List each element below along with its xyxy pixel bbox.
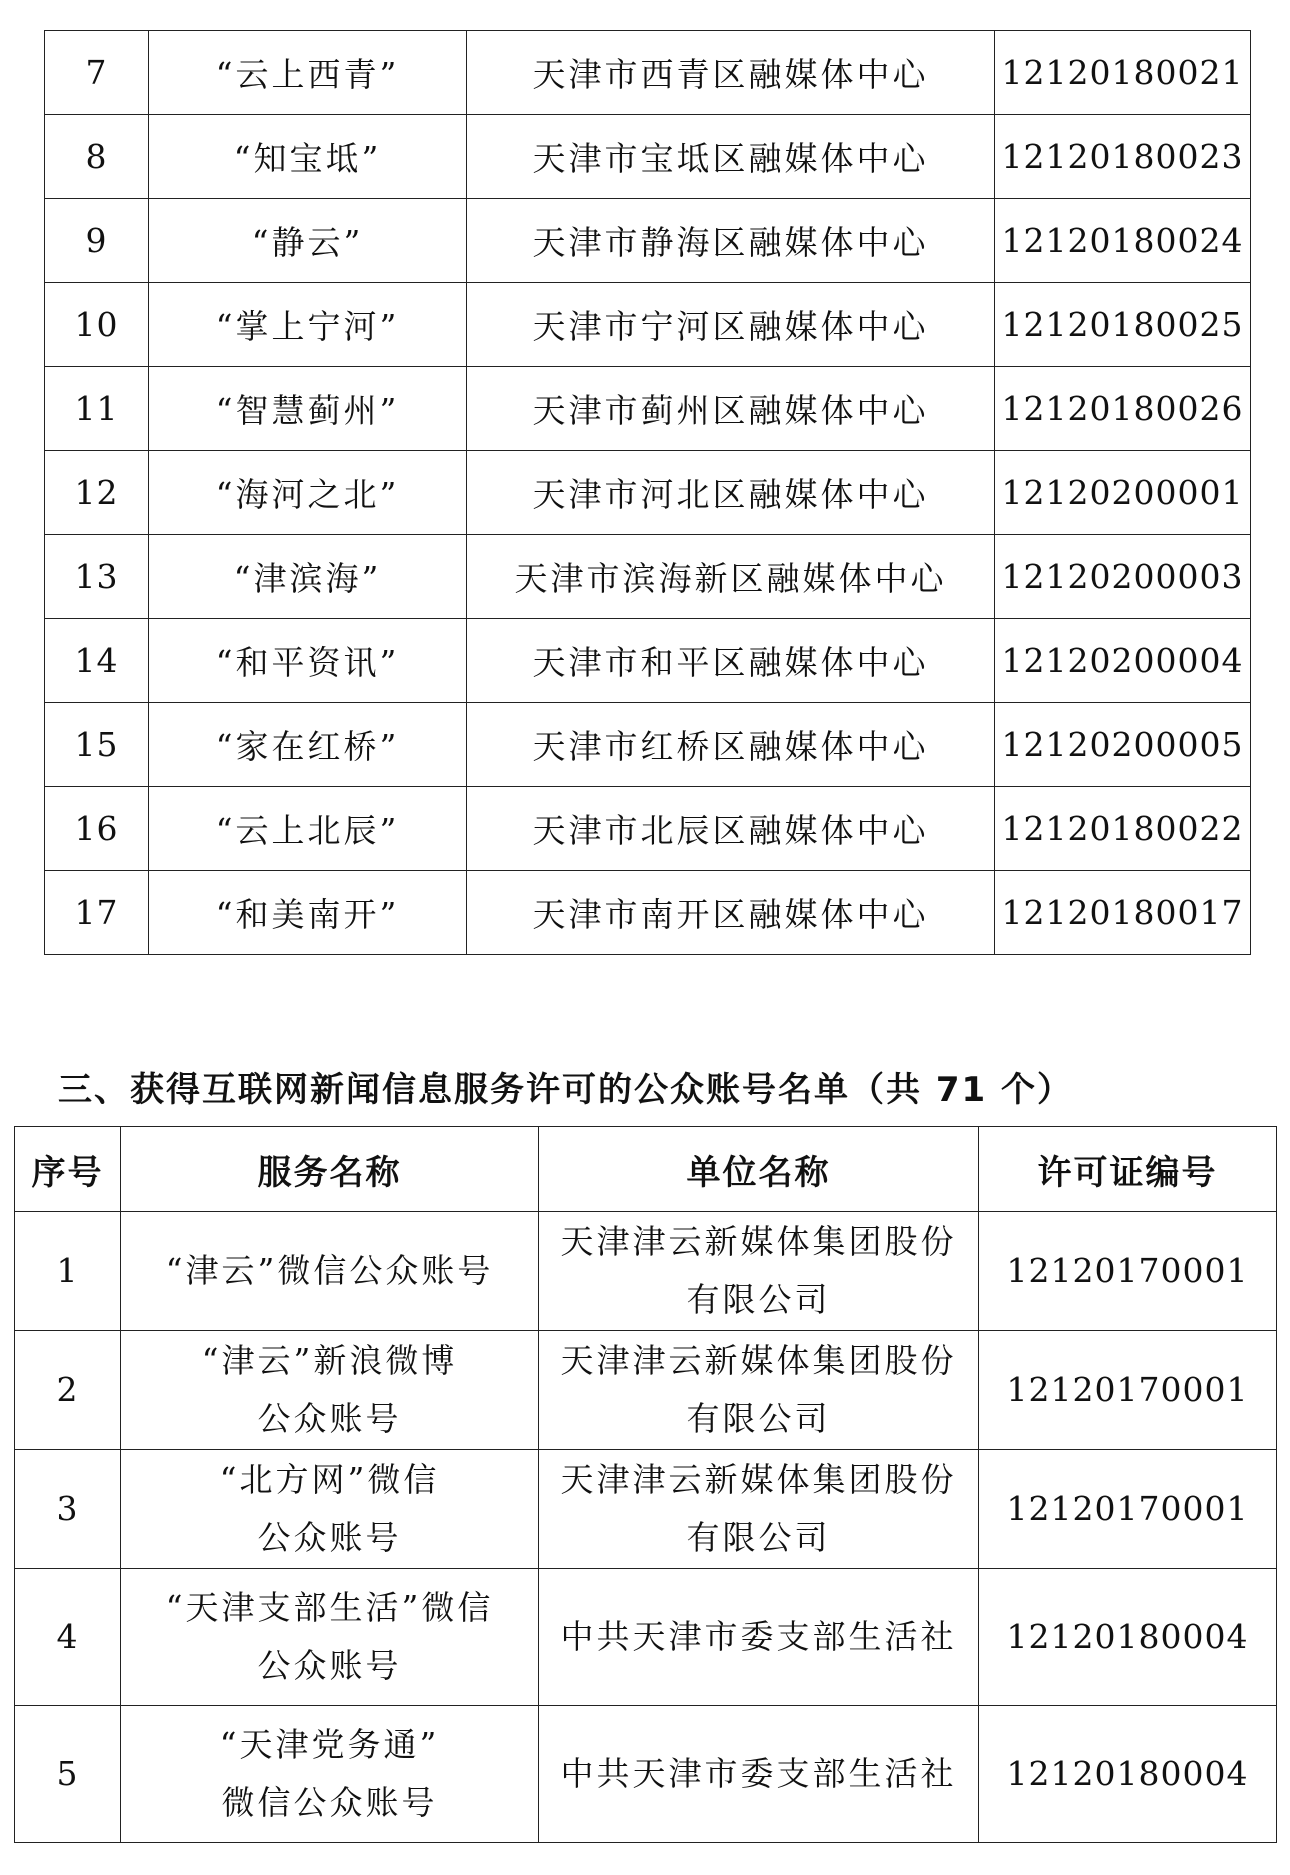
unit-name-cell: 天津市静海区融媒体中心	[467, 199, 995, 283]
service-name-cell: “云上北辰”	[149, 787, 467, 871]
seq-cell: 17	[45, 871, 149, 955]
seq-cell: 8	[45, 115, 149, 199]
unit-name-line: 天津津云新媒体集团股份	[560, 1460, 957, 1499]
unit-name-line: 有限公司	[686, 1399, 831, 1438]
unit-name-cell: 天津市滨海新区融媒体中心	[467, 535, 995, 619]
service-name-line: 微信公众账号	[221, 1783, 438, 1822]
license-number-cell: 12120180024	[995, 199, 1251, 283]
unit-name-line: 天津津云新媒体集团股份	[560, 1222, 957, 1261]
service-name-line: “津云”新浪微博	[201, 1341, 458, 1380]
license-number-cell: 12120180004	[979, 1569, 1277, 1706]
unit-name-cell: 天津市宁河区融媒体中心	[467, 283, 995, 367]
seq-cell: 9	[45, 199, 149, 283]
table-row	[45, 283, 1251, 367]
license-number-cell: 12120200001	[995, 451, 1251, 535]
service-name-cell: “掌上宁河”	[149, 283, 467, 367]
header-unit: 单位名称	[539, 1127, 979, 1212]
license-number-cell: 12120170001	[979, 1331, 1277, 1450]
seq-cell: 13	[45, 535, 149, 619]
service-name-cell	[121, 1706, 539, 1843]
table-row	[15, 1331, 1277, 1450]
service-name-cell	[121, 1212, 539, 1331]
service-name-cell	[121, 1450, 539, 1569]
unit-name-cell	[539, 1569, 979, 1706]
table-row	[45, 31, 1251, 115]
service-name-cell: “家在红桥”	[149, 703, 467, 787]
unit-name-line: 中共天津市委支部生活社	[560, 1617, 957, 1656]
table-row	[45, 787, 1251, 871]
unit-name-cell: 天津市蓟州区融媒体中心	[467, 367, 995, 451]
table-row	[45, 871, 1251, 955]
header-row	[15, 1127, 1277, 1212]
seq-cell: 7	[45, 31, 149, 115]
header-seq: 序号	[15, 1127, 121, 1212]
unit-name-line: 中共天津市委支部生活社	[560, 1754, 957, 1793]
license-number-cell: 12120180023	[995, 115, 1251, 199]
table-row	[15, 1450, 1277, 1569]
unit-name-line: 天津津云新媒体集团股份	[560, 1341, 957, 1380]
license-number-cell: 12120200004	[995, 619, 1251, 703]
unit-name-cell: 天津市北辰区融媒体中心	[467, 787, 995, 871]
license-number-cell: 12120170001	[979, 1212, 1277, 1331]
seq-cell: 4	[15, 1569, 121, 1706]
unit-name-cell: 天津市南开区融媒体中心	[467, 871, 995, 955]
license-number-cell: 12120170001	[979, 1450, 1277, 1569]
table-row	[45, 115, 1251, 199]
seq-cell: 3	[15, 1450, 121, 1569]
top-table-body	[45, 31, 1251, 955]
service-name-cell: “海河之北”	[149, 451, 467, 535]
table-row	[15, 1212, 1277, 1331]
license-number-cell: 12120180021	[995, 31, 1251, 115]
table-row	[45, 703, 1251, 787]
unit-name-cell: 天津市宝坻区融媒体中心	[467, 115, 995, 199]
unit-name-cell	[539, 1450, 979, 1569]
service-name-cell: “知宝坻”	[149, 115, 467, 199]
seq-cell: 10	[45, 283, 149, 367]
seq-cell: 15	[45, 703, 149, 787]
unit-name-cell	[539, 1331, 979, 1450]
license-number-cell: 12120180025	[995, 283, 1251, 367]
unit-name-cell: 天津市河北区融媒体中心	[467, 451, 995, 535]
service-name-cell: “和美南开”	[149, 871, 467, 955]
unit-name-cell: 天津市西青区融媒体中心	[467, 31, 995, 115]
service-name-cell: “津滨海”	[149, 535, 467, 619]
license-number-cell: 12120180026	[995, 367, 1251, 451]
service-name-line: “津云”微信公众账号	[165, 1251, 494, 1290]
seq-cell: 1	[15, 1212, 121, 1331]
service-name-line: “北方网”微信	[219, 1460, 440, 1499]
unit-name-cell	[539, 1706, 979, 1843]
section-title: 三、获得互联网新闻信息服务许可的公众账号名单（共 71 个）	[58, 1070, 1073, 1110]
bottom-table	[14, 1126, 1277, 1843]
table-row	[45, 199, 1251, 283]
header-service: 服务名称	[121, 1127, 539, 1212]
seq-cell: 12	[45, 451, 149, 535]
service-name-line: 公众账号	[257, 1399, 402, 1438]
seq-cell: 11	[45, 367, 149, 451]
license-number-cell: 12120200005	[995, 703, 1251, 787]
service-name-cell: “云上西青”	[149, 31, 467, 115]
service-name-line: 公众账号	[257, 1518, 402, 1557]
bottom-table-body	[15, 1212, 1277, 1843]
table-row	[15, 1569, 1277, 1706]
service-name-line: 公众账号	[257, 1646, 402, 1685]
unit-name-cell: 天津市和平区融媒体中心	[467, 619, 995, 703]
service-name-cell: “智慧蓟州”	[149, 367, 467, 451]
license-number-cell: 12120180017	[995, 871, 1251, 955]
seq-cell: 14	[45, 619, 149, 703]
license-number-cell: 12120180022	[995, 787, 1251, 871]
seq-cell: 2	[15, 1331, 121, 1450]
top-table	[44, 30, 1251, 955]
seq-cell: 5	[15, 1706, 121, 1843]
unit-name-line: 有限公司	[686, 1518, 831, 1557]
unit-name-cell	[539, 1212, 979, 1331]
table-row	[45, 619, 1251, 703]
service-name-cell	[121, 1569, 539, 1706]
service-name-line: “天津支部生活”微信	[165, 1588, 494, 1627]
unit-name-cell: 天津市红桥区融媒体中心	[467, 703, 995, 787]
service-name-line: “天津党务通”	[219, 1725, 440, 1764]
table-row	[15, 1706, 1277, 1843]
license-number-cell: 12120180004	[979, 1706, 1277, 1843]
table-row	[45, 535, 1251, 619]
table-row	[45, 451, 1251, 535]
service-name-cell: “和平资讯”	[149, 619, 467, 703]
header-license: 许可证编号	[979, 1127, 1277, 1212]
table-row	[45, 367, 1251, 451]
service-name-cell: “静云”	[149, 199, 467, 283]
unit-name-line: 有限公司	[686, 1280, 831, 1319]
license-number-cell: 12120200003	[995, 535, 1251, 619]
seq-cell: 16	[45, 787, 149, 871]
service-name-cell	[121, 1331, 539, 1450]
